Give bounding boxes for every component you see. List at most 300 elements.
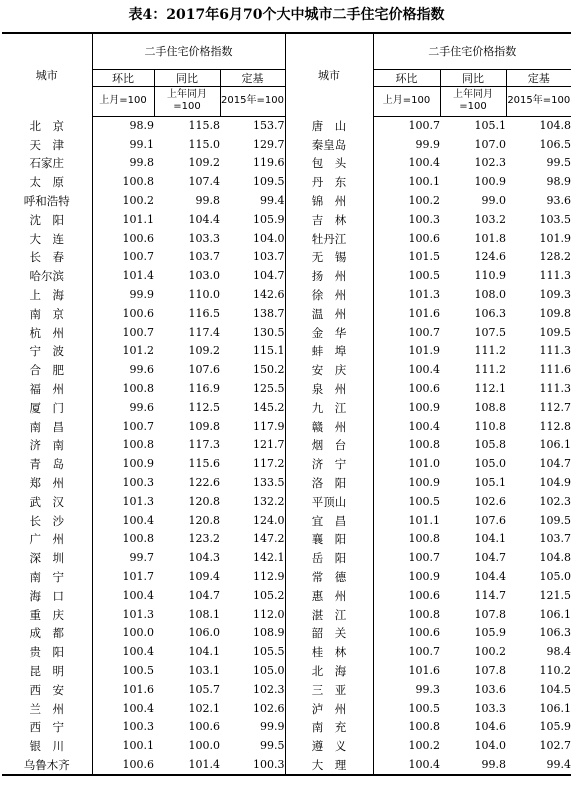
left-mom-cell: 101.3	[122, 607, 154, 621]
right-base-cell: 104.9	[539, 476, 572, 490]
right-city-name: 牡丹江	[311, 231, 347, 246]
table-row	[2, 605, 571, 624]
left-mom-cell: 101.6	[122, 682, 154, 696]
left-city-name: 济 南	[29, 438, 64, 453]
left-base-cell: 129.7	[253, 137, 285, 151]
left-city-name: 重 庆	[29, 607, 64, 622]
right-mom-cell: 101.6	[408, 664, 441, 677]
left-city-name: 福 州	[29, 382, 64, 397]
right-city-cell	[285, 511, 373, 530]
right-city-cell	[285, 737, 373, 756]
right-mom-cell: 101.3	[408, 288, 441, 302]
left-city-name: 长 沙	[29, 513, 64, 528]
right-mom-cell: 101.5	[408, 250, 441, 264]
left-yoy-cell: 120.8	[188, 513, 220, 527]
left-city-cell	[2, 455, 92, 474]
right-mom-cell: 100.8	[408, 438, 441, 452]
left-base-cell: 138.7	[253, 306, 285, 320]
right-city-name: 锦 州	[311, 194, 347, 209]
left-base-cell: 121.7	[253, 438, 285, 452]
mom-base-right: 上月=100	[373, 86, 440, 116]
table-row	[2, 530, 571, 549]
left-mom-cell: 100.6	[122, 306, 154, 320]
left-yoy-cell: 103.7	[188, 250, 220, 264]
left-mom-cell: 100.3	[122, 720, 154, 734]
left-city-cell	[2, 192, 92, 211]
left-mom-cell: 101.4	[122, 269, 154, 283]
left-city-name: 南 京	[29, 306, 64, 321]
left-base-cell: 102.3	[253, 682, 285, 696]
left-city-cell	[2, 737, 92, 756]
right-mom-cell: 101.0	[408, 457, 441, 471]
right-mom-cell: 100.3	[408, 212, 441, 226]
right-city-cell	[285, 304, 373, 323]
right-city-name: 三 亚	[311, 682, 347, 697]
right-yoy-cell: 107.0	[474, 137, 507, 151]
left-city-name: 天 津	[29, 137, 64, 152]
right-base-cell: 109.5	[539, 513, 572, 527]
table-row	[2, 474, 571, 493]
left-yoy-cell: 123.2	[188, 532, 220, 546]
left-city-cell	[2, 643, 92, 662]
table-row	[2, 662, 571, 681]
table-row	[2, 643, 571, 662]
right-yoy-cell: 105.1	[474, 118, 507, 132]
left-city-name: 郑 州	[29, 476, 64, 491]
left-yoy-cell: 122.6	[188, 476, 220, 490]
right-yoy-cell: 100.9	[474, 175, 507, 189]
left-base-cell: 142.1	[253, 551, 285, 565]
right-yoy-cell: 108.8	[474, 400, 507, 414]
left-base-cell: 100.3	[220, 756, 285, 776]
left-mom-cell: 100.7	[122, 250, 154, 264]
right-mom-cell: 100.9	[408, 476, 441, 490]
table-row	[2, 756, 571, 776]
right-city-cell	[285, 662, 373, 681]
right-city-name: 南 充	[311, 720, 347, 735]
table-row	[2, 154, 571, 173]
left-city-name: 西 宁	[29, 720, 64, 735]
right-base-cell: 93.6	[546, 194, 572, 208]
left-base-cell: 132.2	[253, 494, 285, 508]
left-city-cell	[2, 248, 92, 267]
right-city-cell	[285, 436, 373, 455]
right-mom-cell: 100.7	[408, 551, 441, 565]
right-city-cell	[285, 680, 373, 699]
table-row	[2, 737, 571, 756]
right-base-cell: 104.8	[539, 118, 572, 132]
table-row	[2, 192, 571, 211]
mom-base-left: 上月=100	[92, 86, 154, 116]
left-yoy-cell: 103.0	[188, 269, 220, 283]
left-yoy-cell: 106.0	[188, 626, 220, 640]
right-base-cell: 98.4	[546, 645, 572, 659]
left-city-name: 杭 州	[29, 325, 64, 340]
right-city-name: 九 江	[311, 400, 347, 415]
table-body	[2, 116, 571, 775]
left-yoy-cell: 115.8	[188, 118, 220, 132]
left-yoy-cell: 105.7	[188, 682, 220, 696]
right-base-cell: 104.7	[539, 457, 572, 471]
right-mom-cell: 100.4	[408, 156, 441, 170]
left-base-cell: 147.2	[253, 532, 285, 546]
right-yoy-cell: 104.1	[474, 532, 507, 546]
left-city-cell	[2, 210, 92, 229]
right-yoy-cell: 112.1	[474, 382, 507, 396]
right-city-name: 泸 州	[311, 701, 347, 716]
right-city-cell	[285, 192, 373, 211]
left-city-name: 兰 州	[29, 701, 64, 716]
right-yoy-cell: 99.0	[481, 194, 507, 208]
right-mom-cell: 100.1	[408, 175, 441, 189]
right-city-name: 徐 州	[311, 288, 347, 303]
left-yoy-cell: 112.5	[188, 400, 220, 414]
left-mom-cell: 98.9	[129, 118, 154, 132]
right-base-cell: 106.1	[539, 701, 572, 715]
right-yoy-cell: 102.6	[474, 494, 507, 508]
left-mom-cell: 100.8	[122, 382, 154, 396]
right-base-cell: 104.5	[539, 682, 572, 696]
table-row	[2, 173, 571, 192]
left-base-cell: 108.9	[253, 626, 285, 640]
table-row	[2, 286, 571, 305]
right-yoy-cell: 105.9	[474, 626, 507, 640]
right-city-name: 桂 林	[311, 645, 347, 660]
left-yoy-cell: 109.8	[188, 419, 220, 433]
left-base-cell: 112.0	[253, 607, 285, 621]
right-city-cell	[285, 173, 373, 192]
left-base-cell: 105.2	[253, 588, 285, 602]
right-mom-cell: 100.5	[408, 701, 441, 715]
left-base-cell: 125.5	[253, 382, 285, 396]
table-row	[2, 417, 571, 436]
city-header-right: 城市	[285, 33, 373, 116]
right-yoy-cell: 101.8	[474, 231, 507, 245]
left-city-cell	[2, 304, 92, 323]
right-mom-cell: 100.4	[408, 419, 441, 433]
right-base-cell: 102.3	[539, 494, 572, 508]
right-yoy-cell: 105.8	[474, 438, 507, 452]
right-base-cell: 111.3	[539, 269, 572, 283]
group-header-left: 二手住宅价格指数	[92, 33, 285, 69]
right-base-cell: 99.5	[546, 156, 572, 170]
right-city-cell	[285, 718, 373, 737]
base-base-left: 2015年=100	[220, 86, 285, 116]
left-mom-cell: 100.0	[122, 626, 154, 640]
left-city-name: 上 海	[29, 288, 64, 303]
table-row	[2, 229, 571, 248]
left-base-cell: 102.6	[253, 701, 285, 715]
right-city-cell	[285, 229, 373, 248]
right-city-name: 丹 东	[311, 175, 347, 190]
yoy-header-right: 同比	[440, 69, 506, 86]
right-base-cell: 103.5	[539, 212, 572, 226]
right-city-name: 济 宁	[311, 457, 347, 472]
right-yoy-cell: 108.0	[474, 288, 507, 302]
left-yoy-cell: 109.2	[188, 156, 220, 170]
right-yoy-cell: 110.9	[474, 269, 507, 283]
left-yoy-cell: 107.6	[188, 363, 220, 377]
right-mom-cell: 100.2	[408, 739, 441, 753]
left-base-cell: 99.4	[260, 194, 285, 208]
right-city-cell	[285, 286, 373, 305]
right-city-name: 韶 关	[311, 626, 347, 641]
right-mom-cell: 100.7	[408, 118, 441, 132]
right-yoy-cell: 103.2	[474, 212, 507, 226]
left-base-cell: 124.0	[253, 513, 285, 527]
left-city-name: 大 连	[29, 231, 64, 246]
right-city-cell	[285, 154, 373, 173]
right-city-name: 包 头	[311, 156, 347, 171]
right-city-cell	[285, 605, 373, 624]
left-base-cell: 153.7	[253, 118, 285, 132]
right-mom-cell: 101.9	[408, 344, 441, 358]
right-city-cell	[285, 361, 373, 380]
left-city-cell	[2, 474, 92, 493]
right-city-name: 遵 义	[311, 739, 347, 754]
table-row	[2, 342, 571, 361]
left-city-name: 武 汉	[29, 494, 64, 509]
left-city-cell	[2, 398, 92, 417]
yoy-header-left: 同比	[154, 69, 220, 86]
left-city-name: 哈尔滨	[29, 269, 64, 284]
left-city-cell	[2, 680, 92, 699]
right-yoy-cell: 103.6	[474, 682, 507, 696]
right-base-cell: 104.8	[539, 551, 572, 565]
left-yoy-cell: 99.8	[195, 194, 220, 208]
left-mom-cell: 100.4	[122, 513, 154, 527]
left-base-cell: 150.2	[253, 363, 285, 377]
left-mom-cell: 100.6	[122, 231, 154, 245]
left-mom-cell: 100.6	[92, 756, 154, 776]
right-base-cell: 109.8	[539, 306, 572, 320]
left-base-cell: 103.7	[253, 250, 285, 264]
left-mom-cell: 99.7	[129, 551, 154, 565]
yoy-base-left: 上年同月=100	[154, 86, 220, 116]
left-mom-cell: 99.1	[129, 137, 154, 151]
base-base-right: 2015年=100	[506, 86, 571, 116]
right-mom-cell: 100.6	[408, 382, 441, 396]
right-yoy-cell: 114.7	[474, 588, 507, 602]
right-yoy-cell: 104.4	[474, 570, 507, 584]
right-base-cell: 106.5	[539, 137, 572, 151]
left-city-cell	[2, 699, 92, 718]
table-row	[2, 718, 571, 737]
right-city-name: 岳 阳	[311, 551, 347, 566]
left-yoy-cell: 103.3	[188, 231, 220, 245]
left-base-cell: 99.9	[260, 720, 285, 734]
right-city-cell	[285, 210, 373, 229]
left-base-cell: 105.9	[253, 212, 285, 226]
left-yoy-cell: 100.6	[188, 720, 220, 734]
left-city-cell	[2, 135, 92, 154]
right-city-cell	[285, 116, 373, 135]
left-mom-cell: 100.1	[122, 739, 154, 753]
left-city-name: 宁 波	[29, 344, 64, 359]
left-city-name: 乌鲁木齐	[23, 757, 70, 772]
right-base-cell: 110.2	[539, 664, 572, 677]
left-base-cell: 130.5	[253, 325, 285, 339]
left-yoy-cell: 110.0	[188, 288, 220, 302]
left-yoy-cell: 104.4	[188, 212, 220, 226]
right-city-cell	[285, 135, 373, 154]
left-base-cell: 112.9	[253, 570, 285, 584]
left-mom-cell: 99.8	[129, 156, 154, 170]
right-mom-cell: 100.5	[408, 269, 441, 283]
left-yoy-cell: 104.7	[188, 588, 220, 602]
left-base-cell: 105.5	[253, 645, 285, 659]
right-yoy-cell: 111.2	[474, 344, 507, 358]
right-city-cell	[285, 624, 373, 643]
left-mom-cell: 101.7	[122, 570, 154, 584]
table-row	[2, 248, 571, 267]
left-mom-cell: 100.7	[122, 419, 154, 433]
table-row	[2, 624, 571, 643]
right-city-cell	[285, 323, 373, 342]
left-city-cell	[2, 286, 92, 305]
table-row	[2, 210, 571, 229]
right-base-cell: 102.7	[539, 739, 572, 753]
left-city-cell	[2, 342, 92, 361]
group-header-right: 二手住宅价格指数	[373, 33, 571, 69]
left-base-cell: 133.5	[253, 476, 285, 490]
right-yoy-cell: 102.3	[474, 156, 507, 170]
table-row	[2, 455, 571, 474]
table-row	[2, 267, 571, 286]
left-city-cell	[2, 662, 92, 681]
price-index-table	[2, 32, 571, 776]
city-header-left: 城市	[2, 33, 92, 116]
left-base-cell: 117.9	[253, 419, 285, 433]
left-city-name: 北 京	[29, 118, 64, 133]
left-city-cell	[2, 323, 92, 342]
left-base-cell: 104.0	[253, 231, 285, 245]
left-base-cell: 109.5	[253, 175, 285, 189]
right-city-name: 湛 江	[311, 607, 347, 622]
right-yoy-cell: 107.5	[474, 325, 507, 339]
left-yoy-cell: 117.4	[188, 325, 220, 339]
left-mom-cell: 100.4	[122, 588, 154, 602]
right-yoy-cell: 111.2	[474, 363, 507, 377]
left-city-cell	[2, 229, 92, 248]
left-yoy-cell: 116.9	[188, 382, 220, 396]
right-city-name: 惠 州	[311, 588, 347, 603]
right-city-cell	[285, 699, 373, 718]
table-row	[2, 492, 571, 511]
table-row	[2, 361, 571, 380]
right-yoy-cell: 104.0	[474, 739, 507, 753]
right-yoy-cell: 107.8	[474, 664, 507, 677]
left-mom-cell: 100.7	[122, 325, 154, 339]
base-header-right: 定基	[506, 69, 571, 86]
right-city-name: 秦皇岛	[311, 137, 347, 152]
right-city-cell	[285, 756, 373, 776]
left-city-name: 海 口	[29, 588, 64, 603]
left-yoy-cell: 120.8	[188, 494, 220, 508]
left-base-cell: 104.7	[253, 269, 285, 283]
left-yoy-cell: 102.1	[188, 701, 220, 715]
right-base-cell: 112.7	[539, 400, 572, 414]
right-mom-cell: 101.1	[408, 513, 441, 527]
left-base-cell: 119.6	[253, 156, 285, 170]
right-city-name: 烟 台	[311, 438, 347, 453]
left-yoy-cell: 103.1	[188, 664, 220, 677]
right-city-name: 金 华	[311, 325, 347, 340]
left-city-cell	[2, 116, 92, 135]
right-city-cell	[285, 492, 373, 511]
table-row	[2, 699, 571, 718]
right-mom-cell: 100.9	[408, 570, 441, 584]
left-mom-cell: 99.9	[129, 288, 154, 302]
left-city-cell	[2, 417, 92, 436]
right-city-name: 泉 州	[311, 382, 347, 397]
left-city-cell	[2, 624, 92, 643]
left-mom-cell: 100.9	[122, 457, 154, 471]
table-row	[2, 135, 571, 154]
left-city-cell	[2, 361, 92, 380]
base-header-left: 定基	[220, 69, 285, 86]
left-city-cell	[2, 436, 92, 455]
left-mom-cell: 100.2	[122, 194, 154, 208]
right-yoy-cell: 104.6	[474, 720, 507, 734]
left-yoy-cell: 100.0	[188, 739, 220, 753]
left-city-cell	[2, 530, 92, 549]
left-city-name: 广 州	[29, 532, 64, 547]
right-city-cell	[285, 267, 373, 286]
table-title: 表4：2017年6月70个大中城市二手住宅价格指数	[128, 7, 445, 23]
right-base-cell: 106.1	[539, 438, 572, 452]
right-city-cell	[285, 568, 373, 587]
left-yoy-cell: 109.4	[188, 570, 220, 584]
table-row	[2, 116, 571, 135]
right-yoy-cell: 105.0	[474, 457, 507, 471]
right-base-cell: 106.1	[539, 607, 572, 621]
right-yoy-cell: 106.3	[474, 306, 507, 320]
yoy-base-right: 上年同月=100	[440, 86, 506, 116]
left-mom-cell: 101.2	[122, 344, 154, 358]
right-city-cell	[285, 586, 373, 605]
left-city-name: 南 昌	[29, 419, 64, 434]
table-row	[2, 304, 571, 323]
right-base-cell: 101.9	[539, 231, 572, 245]
right-yoy-cell: 105.1	[474, 476, 507, 490]
right-city-cell	[285, 417, 373, 436]
right-mom-cell: 100.5	[408, 494, 441, 508]
left-city-name: 太 原	[29, 175, 64, 190]
table-row	[2, 380, 571, 399]
left-city-name: 青 岛	[29, 457, 64, 472]
left-base-cell: 99.5	[260, 739, 285, 753]
left-yoy-cell: 109.2	[188, 344, 220, 358]
right-base-cell: 98.9	[546, 175, 572, 189]
right-city-name: 吉 林	[311, 212, 347, 227]
right-city-name: 无 锡	[311, 250, 347, 265]
left-city-name: 南 宁	[29, 570, 64, 585]
right-mom-cell: 99.9	[415, 137, 441, 151]
right-city-cell	[285, 380, 373, 399]
left-mom-cell: 99.6	[129, 363, 154, 377]
table-row	[2, 398, 571, 417]
left-city-name: 合 肥	[29, 363, 64, 378]
table-row	[2, 323, 571, 342]
left-base-cell: 142.6	[253, 288, 285, 302]
left-city-cell	[2, 549, 92, 568]
left-yoy-cell: 117.3	[188, 438, 220, 452]
right-city-name: 扬 州	[311, 269, 347, 284]
right-city-cell	[285, 248, 373, 267]
table-row	[2, 680, 571, 699]
right-yoy-cell: 110.8	[474, 419, 507, 433]
